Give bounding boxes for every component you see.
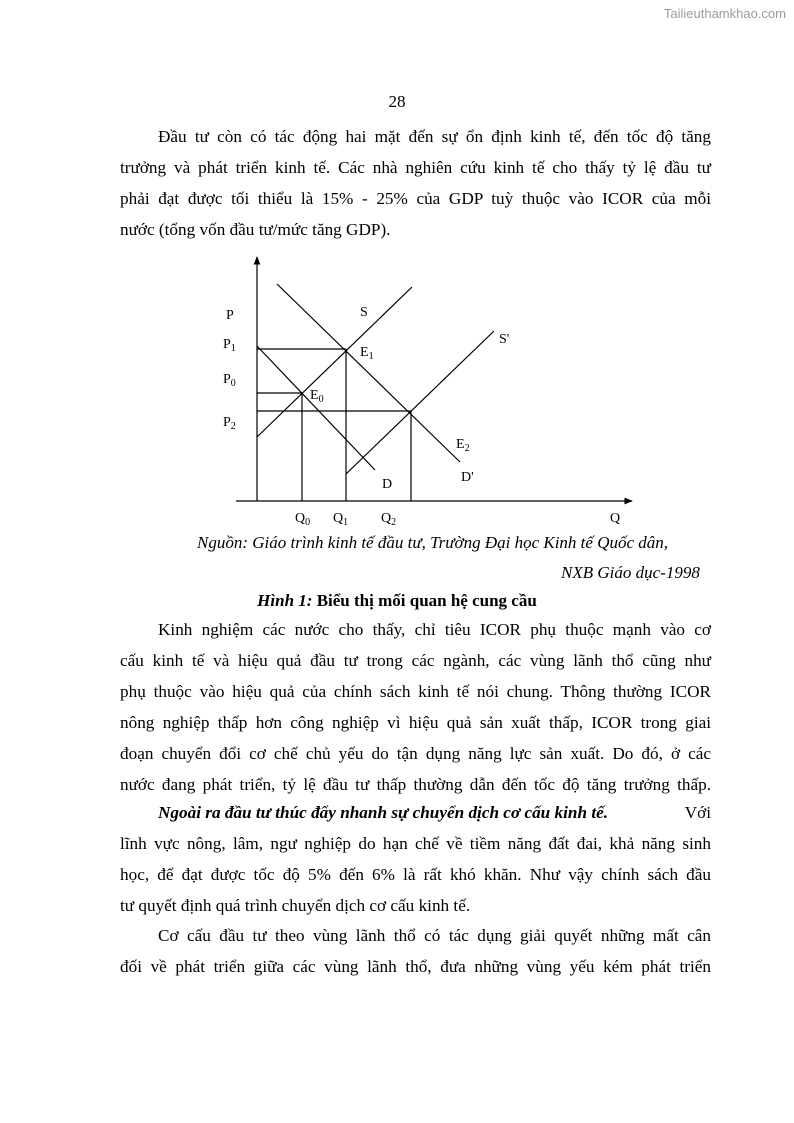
watermark: Tailieuthamkhao.com: [663, 6, 786, 21]
paragraph-text: Với: [684, 803, 711, 822]
paragraph-line: học, để đạt được tốc độ 5% đến 6% là rất khó khăn. Như vậy chính sách đầu: [120, 865, 711, 884]
figure-source-line-2: NXB Giáo dục-1998: [561, 563, 700, 582]
paragraph-line: cấu kinh tế và hiệu quả đầu tư trong các ngành, các vùng lãnh thổ cũng như: [120, 651, 711, 670]
curve-label-s: S: [360, 305, 368, 320]
price-label-p1: $P_1$: [223, 337, 236, 354]
paragraph-line: phải đạt được tối thiểu là 15% - 25% của GDP tuỳ thuộc vào ICOR của mỗi: [120, 189, 711, 208]
equilibrium-label-e2: $E_2$: [456, 437, 470, 454]
figure-source-line-1: Nguồn: Giáo trình kinh tế đầu tư, Trường Đại học Kinh tế Quốc dân,: [197, 533, 669, 552]
paragraph-line: nước (tổng vốn đầu tư/mức tăng GDP).: [120, 220, 391, 239]
paragraph-line: Kinh nghiệm các nước cho thấy, chỉ tiêu ICOR phụ thuộc mạnh vào cơ: [158, 620, 711, 639]
paragraph-line: tư quyết định quá trình chuyển dịch cơ cấu kinh tế.: [120, 896, 471, 915]
paragraph-line: đối về phát triển giữa các vùng lãnh thổ, đưa những vùng yếu kém phát triển: [120, 957, 711, 976]
curve-label-s-prime: S': [499, 332, 510, 347]
curve-label-d: D: [382, 477, 393, 492]
price-label-p0: $P_0$: [223, 372, 236, 389]
figure-caption-label: Hình 1:: [257, 591, 313, 610]
supply-curve-s: [257, 287, 412, 437]
paragraph-line: nước đang phát triển, tỷ lệ đầu tư thấp thường dẫn đến tốc độ tăng trưởng thấp.: [120, 775, 711, 794]
price-label-p2: $P_2$: [223, 415, 236, 432]
paragraph-line: lĩnh vực nông, lâm, ngư nghiệp do hạn chế về tiềm năng đất đai, khả năng sinh: [120, 834, 711, 853]
quantity-label-q1: $Q_1$: [333, 511, 349, 528]
axis-label-p: P: [226, 308, 234, 323]
paragraph-line: Đầu tư còn có tác động hai mặt đến sự ổn định kinh tế, đến tốc độ tăng: [158, 127, 711, 146]
page-number: 28: [388, 92, 406, 111]
quantity-label-q0: $Q_0$: [295, 511, 311, 528]
paragraph-line: Cơ cấu đầu tư theo vùng lãnh thổ có tác dụng giải quyết những mất cân: [158, 926, 711, 945]
curve-label-d-prime: D': [461, 470, 474, 485]
equilibrium-label-e0: $E_0$: [310, 388, 324, 405]
paragraph-line: trưởng và phát triển kinh tế. Các nhà nghiên cứu kinh tế cho thấy tỷ lệ đầu tư: [120, 158, 711, 177]
axis-label-q: Q: [610, 511, 621, 526]
paragraph-line: [158, 803, 711, 823]
demand-curve-d: [257, 346, 375, 470]
emphasis-text: Ngoài ra đầu tư thúc đẩy nhanh sự chuyển dịch cơ cấu kinh tế.: [158, 803, 609, 822]
equilibrium-label-e1: $E_1$: [360, 345, 374, 362]
figure-caption-text: Biểu thị mối quan hệ cung cầu: [312, 591, 537, 610]
paragraph-line: nông nghiệp thấp hơn công nghiệp vì hiệu quả sản xuất thấp, ICOR trong giai: [120, 713, 711, 732]
paragraph-line: phụ thuộc vào hiệu quả của chính sách kinh tế nói chung. Thông thường ICOR: [120, 682, 711, 701]
paragraph-line: đoạn chuyển đổi cơ chế chủ yếu do tận dụng năng lực sản xuất. Do đó, ở các: [120, 744, 711, 763]
demand-curve-d-prime: [277, 284, 460, 462]
quantity-label-q2: $Q_2$: [381, 511, 397, 528]
figure-caption: [0, 591, 794, 611]
